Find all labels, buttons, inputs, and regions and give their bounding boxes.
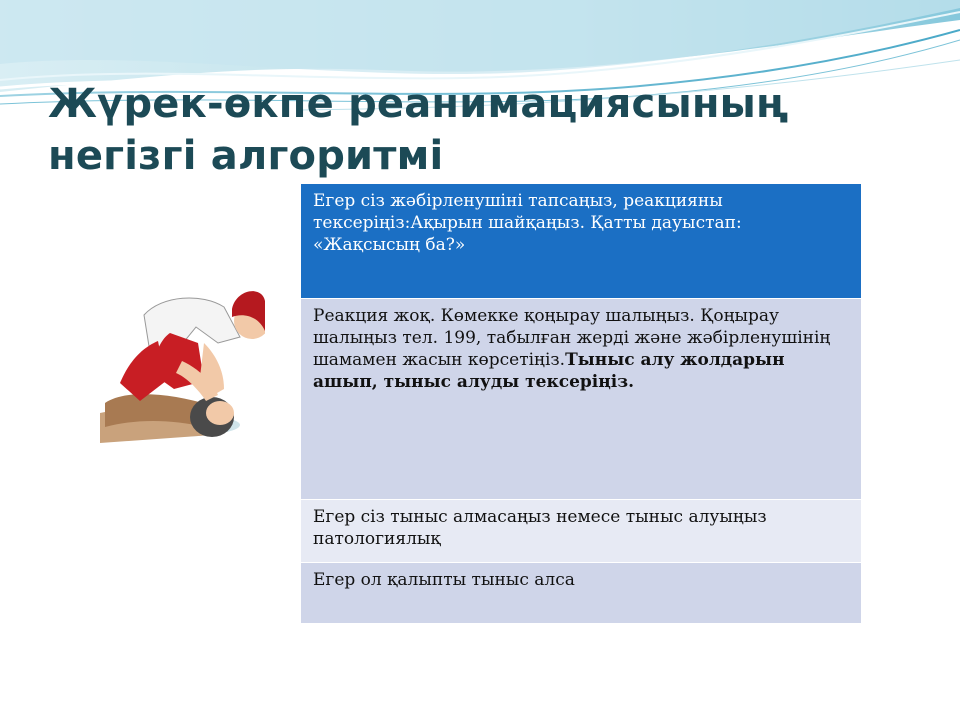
cpr-rescuer-icon bbox=[100, 285, 265, 445]
table-row bbox=[301, 500, 862, 563]
table-cell-no-breathing: Егер сіз тыныс алмасаңыз немесе тыныс алуыңыз патологиялық bbox=[301, 500, 862, 563]
table-row bbox=[301, 299, 862, 500]
table-cell-normal-breathing: Егер ол қалыпты тыныс алса bbox=[301, 563, 862, 624]
no-reaction-text: Реакция жоқ. Көмекке қоңырау шалыңыз. Қоңырау шалыңыз тел. 199, табылған жерді және жәбірленушінің шамамен жасын көрсетіңіз. bbox=[313, 306, 831, 370]
algorithm-table bbox=[300, 183, 862, 624]
airway-check-text: Тыныс алу жолдарын ашып, тыныс алуды тексеріңіз. bbox=[313, 350, 785, 392]
slide-title bbox=[48, 78, 908, 182]
table-cell-header: Егер сіз жәбірленушіні тапсаңыз, реакцияны тексеріңіз:Ақырын шайқаңыз. Қатты дауыстап: «Жақсысың ба?» bbox=[301, 184, 862, 299]
title-line-2: негізгі алгоритмі bbox=[48, 133, 444, 179]
table-row-header bbox=[301, 184, 862, 299]
title-line-1: Жүрек-өкпе реанимациясының bbox=[48, 81, 789, 127]
table-row bbox=[301, 563, 862, 624]
table-cell-no-reaction bbox=[301, 299, 862, 500]
